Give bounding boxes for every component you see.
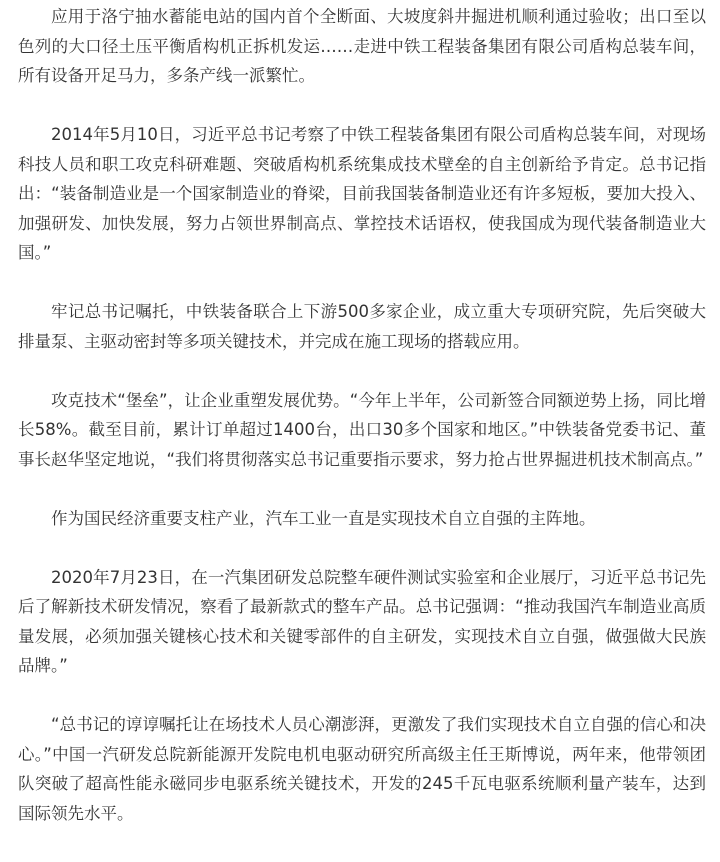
paragraph-4: 攻克技术“堡垒”，让企业重塑发展优势。“今年上半年，公司新签合同额逆势上扬，同比增长58%。截至目前，累计订单超过1400台，出口30多个国家和地区。”中铁装备党委书记、董事长赵华坚定地说，“我们将贯彻落实总书记重要指示要求，努力抢占世界掘进机技术制高点。” xyxy=(18,390,706,469)
paragraph-7: “总书记的谆谆嘱托让在场技术人员心潮澎湃，更激发了我们实现技术自立自强的信心和决心。”中国一汽研发总院新能源开发院电机电驱动研究所高级主任王斯博说，两年来，他带领团队突破了超高性能永磁同步电驱系统关键技术，开发的245千瓦电驱系统顺利量产装车，达到国际领先水平。 xyxy=(18,715,706,823)
paragraph-2: 2014年5月10日，习近平总书记考察了中铁工程装备集团有限公司盾构总装车间，对现场科技人员和职工攻克科研难题、突破盾构机系统集成技术壁垒的自主创新给予肯定。总书记指出：“装备制造业是一个国家制造业的脊梁，目前我国装备制造业还有许多短板，要加大投入、加强研发、加快发展，努力占领世界制高点、掌控技术话语权，使我国成为现代装备制造业大国。” xyxy=(18,125,706,262)
paragraph-6: 2020年7月23日，在一汽集团研发总院整车硬件测试实验室和企业展厅，习近平总书记先后了解新技术研发情况，察看了最新款式的整车产品。总书记强调：“推动我国汽车制造业高质量发展，必须加强关键核心技术和关键零部件的自主研发，实现技术自立自强，做强做大民族品牌。” xyxy=(18,567,706,675)
paragraph-3: 牢记总书记嘱托，中铁装备联合上下游500多家企业，成立重大专项研究院，先后突破大排量泵、主驱动密封等多项关键技术，并完成在施工现场的搭载应用。 xyxy=(18,302,706,351)
paragraph-5: 作为国民经济重要支柱产业，汽车工业一直是实现技术自立自强的主阵地。 xyxy=(51,508,596,528)
paragraph-1: 应用于洛宁抽水蓄能电站的国内首个全断面、大坡度斜井掘进机顺利通过验收；出口至以色列的大口径土压平衡盾构机正拆机发运……走进中铁工程装备集团有限公司盾构总装车间，所有设备开足马力，多条产线一派繁忙。 xyxy=(18,7,706,85)
